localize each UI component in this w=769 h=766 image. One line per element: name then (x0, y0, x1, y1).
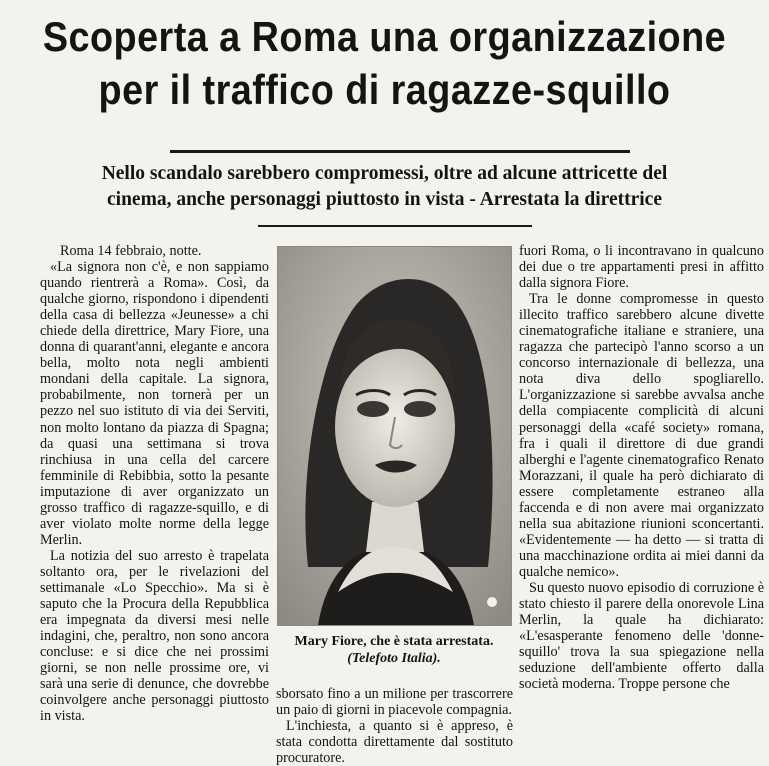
headline-line-2: per il traffico di ragazze-squillo (98, 66, 671, 113)
subheadline-line-2: cinema, anche personaggi piuttosto in vista - Arrestata la direttrice (107, 189, 662, 210)
caption-credit: (Telefoto Italia). (347, 651, 441, 666)
subheadline-rule (258, 225, 532, 227)
paragraph: Su questo nuovo episodio di corruzione è stato chiesto il parere della onorevole Lina Merlin, la quale ha dichiarato: «L'esasperante fenomeno delle 'donne-squillo' trova la sua spiegazione nella seduzione dell'ambiente offerto dalla società moderna. Troppe persone che (519, 579, 764, 693)
paragraph: fuori Roma, o li incontravano in qualcuno dei due o tre appartamenti presi in affitto dalla signora Fiore. (519, 243, 764, 292)
dateline: Roma 14 febbraio, notte. (60, 243, 202, 259)
headline-rule (170, 150, 630, 153)
caption-text: Mary Fiore, che è stata arrestata. (294, 634, 494, 649)
subheadline-line-1: Nello scandalo sarebbero compromessi, oltre ad alcune attricette del (101, 163, 668, 184)
photo-caption (281, 633, 507, 667)
paragraph: L'inchiesta, a quanto si è appreso, è stata condotta direttamente dal sostituto procuratore. (276, 718, 513, 766)
paragraph: «La signora non c'è, e non sappiamo quando rientrerà a Roma». Così, da qualche giorno, rispondono i dipendenti della casa di bellezza «Jeunesse» a chi chiede della direttrice, Mary Fiore, una donna di quarant'anni, elegante e ancora bella, molto nota negli ambienti mondani della capitale. La signora, probabilmente, non tornerà per un pezzo nel suo istituto di via dei Serviti, non molto lontano da piazza di Spagna; da quasi una settimana si trova rinchiusa in una cella del carcere femminile di Rebibbia, sotto la pesante imputazione di aver organizzato un grosso traffico di ragazze-squillo, e di aver violato molte norme della legge Merlin. (40, 259, 269, 548)
headline (38, 10, 730, 116)
subheadline (0, 161, 769, 213)
headline-line-1: Scoperta a Roma una organizzazione (42, 13, 727, 60)
portrait-image (278, 247, 511, 625)
column-2 (276, 686, 513, 766)
column-1 (40, 243, 269, 724)
column-3 (519, 243, 764, 692)
portrait-photo (277, 246, 512, 626)
paragraph: sborsato fino a un milione per trascorrere un paio di giorni in piacevole compagnia. (276, 686, 513, 719)
paragraph: Tra le donne compromesse in questo illecito traffico sarebbero alcune divette cinematografiche italiane e straniere, una ragazza che partecipò l'anno scorso a un concorso internazionale di bellezza, una nota diva dello spogliarello. L'organizzazione si sarebbe avvalsa anche della compiacente complicità di alcuni personaggi della «café society» romana, fra i quali il direttore di due grandi alberghi e l'agente cinematografico Renato Morazzani, il quale ha però dichiarato di essere completamente estraneo alla faccenda e di non avere mai organizzato nella sua abitazione riunioni sconcertanti. «Evidentemente — ha detto — si tratta di una macchinazione ordita ai miei danni da qualche nemico». (519, 291, 764, 580)
paragraph: La notizia del suo arresto è trapelata soltanto ora, per le rivelazioni del settimanale «Lo Specchio». Ma si è saputo che la Procura della Repubblica era impegnata da diversi mesi nelle indagini, che, peraltro, non sono ancora concluse: e si dice che nei prossimi giorni, se non nelle prossime ore, vi sarà una serie di denunce, che dovrebbe coinvolgere anche personaggi piuttosto in vista. (40, 547, 269, 725)
